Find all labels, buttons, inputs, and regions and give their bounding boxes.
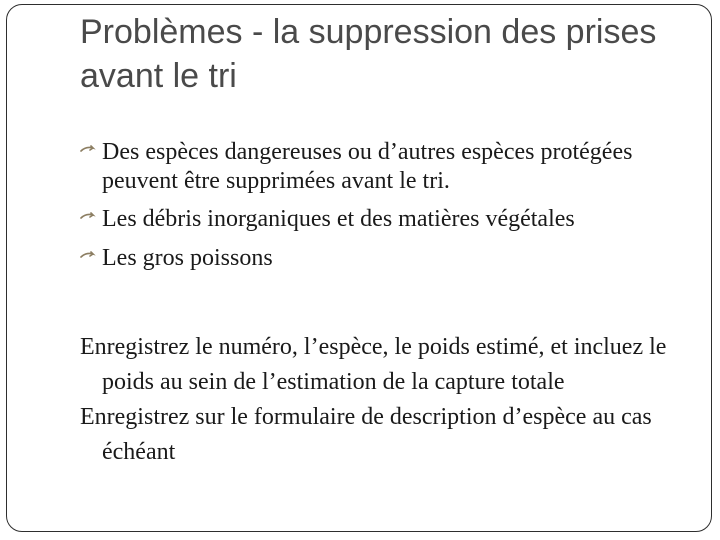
arrow-bullet-icon <box>80 139 102 167</box>
paragraph: Enregistrez le numéro, l’espèce, le poids estimé, et incluez le poids au sein de l’estimation de la capture totale <box>80 334 667 395</box>
bullet-item <box>80 205 700 234</box>
arrow-bullet-icon <box>80 245 102 273</box>
arrow-bullet-icon <box>80 206 102 234</box>
slide-title: Problèmes - la suppression des prises avant le tri <box>80 13 657 95</box>
bullet-item <box>80 138 700 195</box>
bullet-list <box>80 138 700 283</box>
bullet-text: Des espèces dangereuses ou d’autres espèces protégées peuvent être supprimées avant le tri. <box>102 139 633 194</box>
paragraph: Enregistrez sur le formulaire de description d’espèce au cas échéant <box>80 404 652 465</box>
bullet-text: Les gros poissons <box>102 245 273 271</box>
bullet-item <box>80 244 700 273</box>
body-paragraphs <box>80 330 700 470</box>
bullet-text: Les débris inorganiques et des matières végétales <box>102 206 575 232</box>
